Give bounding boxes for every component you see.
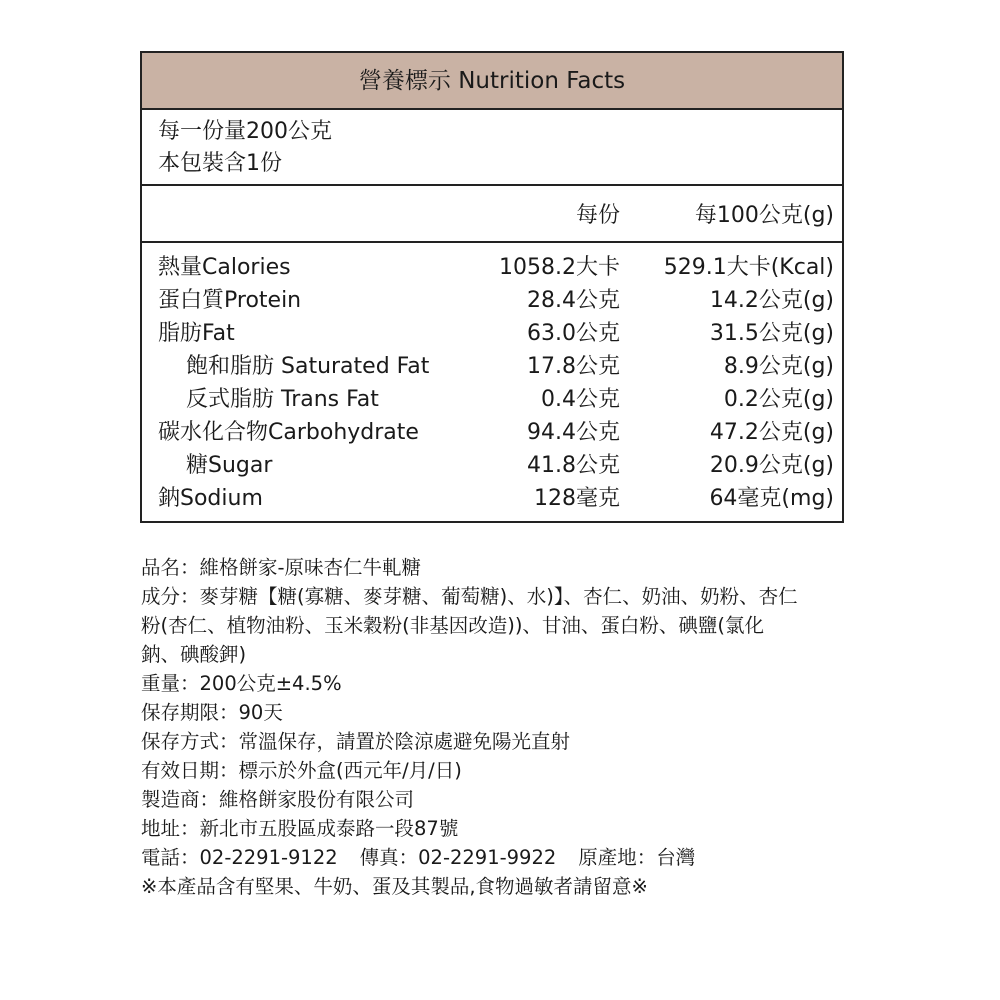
nutrient-row-fat — [142, 317, 842, 350]
fax: 傳真：02-2291-9922 — [359, 846, 557, 869]
net-weight: 重量：200公克±4.5% — [141, 672, 342, 695]
nutrient-label: 飽和脂肪 Saturated Fat — [186, 354, 430, 379]
ingredients-line: 鈉、碘酸鉀) — [141, 643, 247, 666]
serving-size: 每一份量200公克 — [158, 119, 332, 144]
nutrient-label: 鈉Sodium — [158, 486, 263, 511]
per-100g-value: 0.2公克(g) — [723, 387, 834, 412]
nutrition-facts-title: 營養標示 Nutrition Facts — [142, 53, 842, 110]
nutrient-rows — [142, 251, 842, 515]
nutrition-facts-table — [140, 51, 844, 523]
per-serving-value: 28.4公克 — [527, 288, 620, 313]
per-serving-value: 41.8公克 — [527, 453, 620, 478]
table-divider — [142, 241, 842, 243]
per-serving-value: 63.0公克 — [527, 321, 620, 346]
per-100g-value: 31.5公克(g) — [709, 321, 834, 346]
address: 地址：新北市五股區成泰路一段87號 — [141, 817, 459, 840]
per-serving-value: 128毫克 — [534, 486, 620, 511]
manufacturer: 製造商：維格餅家股份有限公司 — [141, 788, 415, 811]
ingredients-line: 粉(杏仁、植物油粉、玉米穀粉(非基因改造))、甘油、蛋白粉、碘鹽(氯化 — [141, 614, 765, 637]
per-100g-value: 64毫克(mg) — [709, 486, 834, 511]
nutrient-label: 蛋白質Protein — [158, 288, 302, 313]
nutrient-label: 熱量Calories — [158, 255, 291, 280]
nutrient-row-saturated-fat — [142, 350, 842, 383]
per-serving-value: 94.4公克 — [527, 420, 620, 445]
phone: 電話：02-2291-9122 — [141, 846, 338, 869]
expiry-date: 有效日期：標示於外盒(西元年/月/日) — [141, 759, 462, 782]
ingredients-line: 成分：麥芽糖【糖(寡糖、麥芽糖、葡萄糖)、水)】、杏仁、奶油、奶粉、杏仁 — [141, 585, 798, 608]
nutrient-row-carbohydrate — [142, 416, 842, 449]
serving-info — [158, 116, 332, 180]
column-header-per-serving: 每份 — [575, 203, 620, 228]
nutrient-row-calories — [142, 251, 842, 284]
nutrient-label: 糖Sugar — [186, 453, 273, 478]
per-serving-value: 17.8公克 — [527, 354, 620, 379]
shelf-life: 保存期限：90天 — [141, 701, 283, 724]
nutrient-label: 反式脂肪 Trans Fat — [186, 387, 379, 412]
per-100g-value: 529.1大卡(Kcal) — [663, 255, 834, 280]
table-divider — [142, 184, 842, 186]
origin: 原產地：台灣 — [578, 846, 696, 869]
per-100g-value: 20.9公克(g) — [709, 453, 834, 478]
nutrient-row-protein — [142, 284, 842, 317]
servings-per-package: 本包裝含1份 — [158, 151, 282, 176]
per-serving-value: 1058.2大卡 — [499, 255, 620, 280]
nutrient-row-trans-fat — [142, 383, 842, 416]
product-info — [141, 553, 861, 901]
contact-line — [141, 843, 861, 872]
per-serving-value: 0.4公克 — [541, 387, 620, 412]
storage-method: 保存方式：常溫保存，請置於陰涼處避免陽光直射 — [141, 730, 571, 753]
per-100g-value: 14.2公克(g) — [709, 288, 834, 313]
nutrient-label: 脂肪Fat — [158, 321, 235, 346]
nutrient-label: 碳水化合物Carbohydrate — [158, 420, 419, 445]
nutrient-row-sodium — [142, 482, 842, 515]
allergen-warning: ※本產品含有堅果、牛奶、蛋及其製品,食物過敏者請留意※ — [141, 875, 648, 898]
column-header-per-100g: 每100公克(g) — [694, 203, 834, 228]
per-100g-value: 47.2公克(g) — [709, 420, 834, 445]
per-100g-value: 8.9公克(g) — [723, 354, 834, 379]
nutrient-row-sugar — [142, 449, 842, 482]
product-name: 品名：維格餅家-原味杏仁牛軋糖 — [141, 556, 422, 579]
